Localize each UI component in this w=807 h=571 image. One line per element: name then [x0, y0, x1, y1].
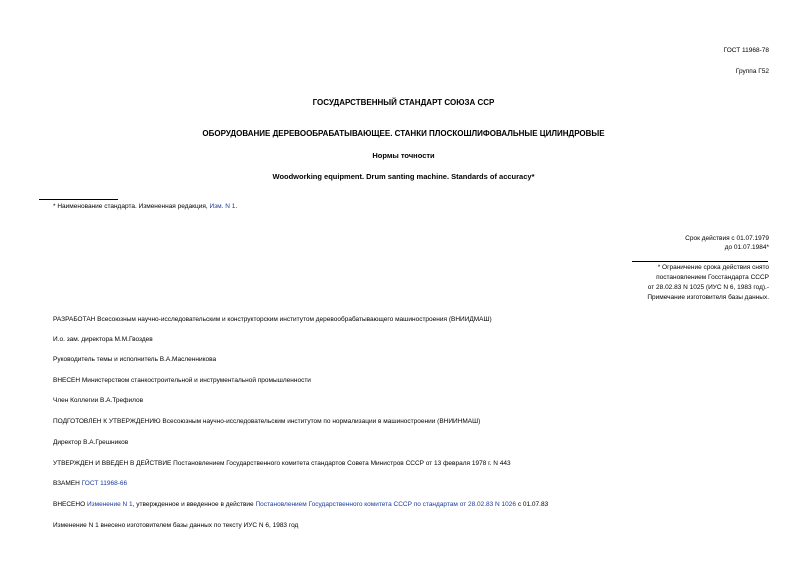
- footnote-divider: [39, 199, 118, 200]
- approved-by: УТВЕРЖДЕН И ВВЕДЕН В ДЕЙСТВИЕ Постановлением Государственного комитета стандартов Совета Министров СССР от 13 февраля 1978 г. N 443: [53, 460, 511, 467]
- amendment-line: [53, 501, 548, 508]
- amendment-end: с 01.07.83: [516, 501, 549, 508]
- validity-footnote-line2: постановлением Госстандарта СССР: [656, 274, 769, 281]
- amendment-note: Изменение N 1 внесено изготовителем базы данных по тексту ИУС N 6, 1983 год: [53, 522, 299, 529]
- validity-footnote-line3: от 28.02.83 N 1025 (ИУС N 6, 1983 год).-: [647, 284, 769, 291]
- prepared-by: ПОДГОТОВЛЕН К УТВЕРЖДЕНИЮ Всесоюзным научно-исследовательским институтом по нормализации в машиностроении (ВНИИНМАШ): [53, 418, 481, 425]
- amendment-1-link[interactable]: Изменение N 1: [86, 501, 133, 508]
- validity-footnote-divider: [632, 261, 768, 262]
- title-footnote-text: * Наименование стандарта. Измененная редакция,: [53, 203, 210, 210]
- board-member: Член Коллегии В.А.Трефилов: [53, 397, 144, 404]
- validity-footnote-line4: Примечание изготовителя базы данных.: [647, 294, 769, 301]
- standard-code: ГОСТ 11968-78: [723, 47, 769, 54]
- acting-deputy: И.о. зам. директора М.М.Гвоздев: [53, 336, 153, 343]
- amendment-mid: , утвержденное и введенное в действие: [132, 501, 256, 508]
- replaces-prefix: ВЗАМЕН: [53, 480, 82, 487]
- title-footnote-end: .: [235, 203, 238, 210]
- replaces-line: [53, 480, 127, 487]
- document-title: ОБОРУДОВАНИЕ ДЕРЕВООБРАБАТЫВАЮЩЕЕ. СТАНКИ ПЛОСКОШЛИФОВАЛЬНЫЕ ЦИЛИНДРОВЫЕ: [202, 129, 605, 138]
- english-title: Woodworking equipment. Drum santing machine. Standards of accuracy*: [272, 172, 535, 181]
- standard-group: Группа Г52: [735, 68, 769, 75]
- state-standard-heading: ГОСУДАРСТВЕННЫЙ СТАНДАРТ СОЮЗА ССР: [312, 98, 495, 107]
- amendment-prefix: ВНЕСЕНО: [53, 501, 87, 508]
- resolution-link[interactable]: Постановлением Государственного комитета СССР по стандартам от 28.02.83 N 1026: [255, 501, 517, 508]
- director: Директор В.А.Грешников: [53, 439, 129, 446]
- validity-start: Срок действия с 01.07.1979: [685, 235, 769, 242]
- introduced-by: ВНЕСЕН Министерством станкостроительной и инструментальной промышленности: [53, 377, 311, 384]
- document-subtitle: Нормы точности: [372, 151, 435, 160]
- developed-by: РАЗРАБОТАН Всесоюзным научно-исследовательским и конструкторским институтом деревообрабатывающего машиностроения (ВНИИДМАШ): [53, 316, 492, 323]
- amendment-link[interactable]: Изм. N 1: [209, 203, 236, 210]
- validity-footnote-line1: * Ограничение срока действия снято: [657, 264, 769, 271]
- replaced-standard-link[interactable]: ГОСТ 11968-66: [81, 480, 128, 487]
- title-footnote: [53, 203, 237, 210]
- validity-end: до 01.07.1984*: [724, 244, 769, 251]
- topic-leader: Руководитель темы и исполнитель В.А.Масленникова: [53, 356, 217, 363]
